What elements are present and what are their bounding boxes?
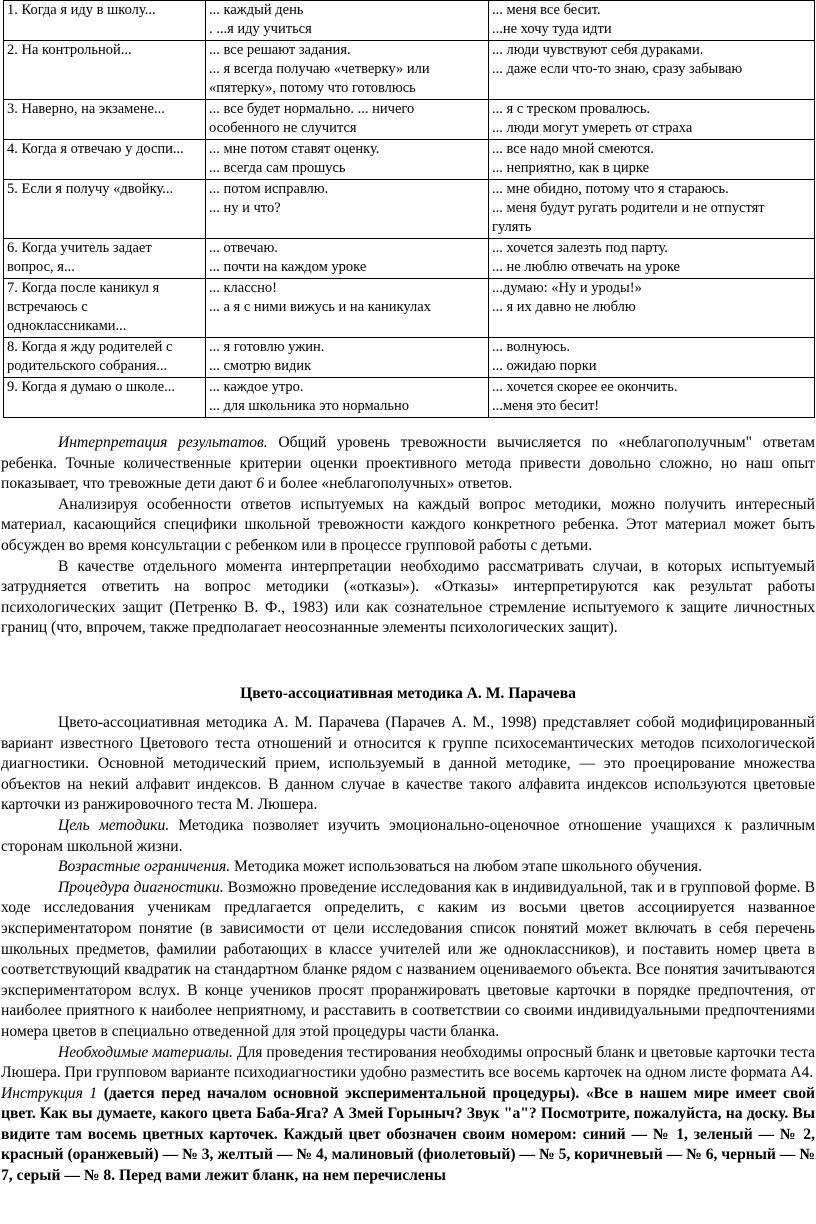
table-row	[4, 1, 815, 41]
calm-answer-cell	[206, 180, 489, 239]
cell-line: ... ну и что?	[209, 200, 281, 216]
cell-line: 2. На контрольной...	[7, 42, 132, 58]
cell-line: ... все надо мной смеются.	[492, 141, 654, 157]
interpretation-paragraph-3: В качестве отдельного момента интерпретации необходимо рассматривать случаи, в которых испытуемый затрудняется ответить на вопрос методики («отказы»). «Отказы» интерпретируются как результат работы психологических защит (Петренко В. Ф., 1983) или как сознательное стремление испытуемого к защите личностных границ (что, впрочем, также предполагает неосознанные элементы психологических защит).	[1, 557, 815, 637]
stem-cell	[4, 338, 206, 378]
calm-answer-cell	[206, 239, 489, 279]
cell-line: ... я с треском провалюсь.	[492, 101, 651, 117]
section-heading: Цвето-ассоциативная методика А. М. Парачева	[240, 685, 576, 702]
stem-cell	[4, 378, 206, 418]
instruction-label: Инструкция 1	[1, 1084, 98, 1102]
method-materials	[1, 1043, 815, 1084]
calm-answer-cell	[206, 100, 489, 140]
cell-line: вопрос, я...	[7, 259, 75, 275]
cell-line: одноклассниками...	[7, 318, 127, 334]
cell-line: родительского собрания...	[7, 358, 168, 374]
cell-line: ... почти на каждом уроке	[209, 259, 367, 275]
cell-line: ... люди могут умереть от страха	[492, 120, 693, 136]
cell-line: ... хочется залезть под парту.	[492, 240, 668, 256]
cell-line: ... ожидаю порки	[492, 358, 597, 374]
anxious-answer-cell	[489, 100, 815, 140]
cell-line: ... всегда сам прошусь	[209, 160, 346, 176]
calm-answer-cell	[206, 41, 489, 100]
materials-text: Для проведения тестирования необходимы опросный бланк и цветовые карточки теста Люшера. При групповом варианте психодиагностики удобно разместить все восемь карточек на одном листе формата А4.	[1, 1043, 816, 1082]
cell-line: ... мне потом ставят оценку.	[209, 141, 380, 157]
anxious-answer-cell	[489, 1, 815, 41]
cell-line: 5. Если я получу «двойку...	[7, 181, 174, 197]
cell-line: ... люди чувствуют себя дураками.	[492, 42, 704, 58]
cell-line: встречаюсь с	[7, 299, 88, 315]
method-goal	[1, 816, 815, 857]
stem-cell	[4, 140, 206, 180]
interpretation-paragraph-2: Анализируя особенности ответов испытуемых на каждый вопрос методики, можно получить интересный материал, касающийся специфики школьной тревожности каждого конкретного ребенка. Этот материал может быть обсужден во время консультации с ребенком или в процессе групповой работы с детьми.	[1, 495, 815, 554]
stem-cell	[4, 1, 206, 41]
cell-line: 4. Когда я отвечаю у доспи...	[7, 141, 184, 157]
cell-line: ... потом исправлю.	[209, 181, 329, 197]
stem-cell	[4, 180, 206, 239]
stem-cell	[4, 279, 206, 338]
table-row	[4, 378, 815, 418]
goal-text: Методика позволяет изучить эмоционально-оценочное отношение учащихся к различным сторонам школьной жизни.	[1, 816, 815, 855]
table-row	[4, 279, 815, 338]
procedure-text: Возможно проведение исследования как в индивидуальной, так и в групповой форме. В ходе исследования ученикам предлагается определить, с каким из восьми цветов ассоциируется названное экспериментатором понятие (в зависимости от цели исследования список понятий может включать в себя перечень школьных предметов, фамилии работающих в классе учителей или же одноклассников), и поставить номер цвета в соответствующий квадратик на стандартном бланке рядом с названием оцениваемого объекта. Все понятия зачитываются экспериментатором вслух. В конце учеников просят проранжировать цветовые карточки в порядке предпочтения, от наиболее приятного к наиболее неприятному, и расставить в соответствии со своими индивидуальными предпочтениями номера цветов в специально отведенной для этой процедуры части бланка.	[1, 878, 815, 1040]
cell-line: ... а я с ними вижусь и на каникулах	[209, 299, 431, 315]
anxious-answer-cell	[489, 279, 815, 338]
cell-line: . ...я иду учиться	[209, 21, 312, 37]
table-row	[4, 180, 815, 239]
stem-cell	[4, 100, 206, 140]
method-intro: Цвето-ассоциативная методика А. М. Парачева (Парачев А. М., 1998) представляет собой модифицированный вариант известного Цветового теста отношений и относится к группе психосемантических методов психологической диагностики. Основной методический прием, используемый в данной методике, — это проецирование множества объектов на некий алфавит индексов. В данном случае в качестве такого алфавита индексов используются цветовые карточки из ранжировочного теста М. Люшера.	[1, 714, 815, 814]
cell-line: ... не люблю отвечать на уроке	[492, 259, 680, 275]
age-text: Методика может использоваться на любом этапе школьного обучения.	[230, 858, 703, 876]
cell-line: ... каждое утро.	[209, 379, 304, 395]
cell-line: ... классно!	[209, 280, 277, 296]
goal-label: Цель методики.	[58, 816, 170, 834]
cell-line: ... я всегда получаю «четверку» или	[209, 61, 430, 77]
cell-line: ...меня это бесит!	[492, 398, 600, 414]
cell-line: 6. Когда учитель задает	[7, 240, 152, 256]
interpretation-tail: и более «неблагополучных» ответов.	[264, 475, 513, 493]
calm-answer-cell	[206, 140, 489, 180]
calm-answer-cell	[206, 1, 489, 41]
anxious-answer-cell	[489, 41, 815, 100]
method-instruction	[1, 1084, 815, 1187]
anxiety-threshold: 6	[256, 475, 265, 493]
cell-line: ...думаю: «Ну и уроды!»	[492, 280, 642, 296]
cell-line: ... меня все бесит.	[492, 2, 601, 18]
anxious-answer-cell	[489, 338, 815, 378]
anxious-answer-cell	[489, 378, 815, 418]
cell-line: «пятерку», потому что готовлюсь	[209, 80, 416, 96]
cell-line: ... меня будут ругать родители и не отпустят	[492, 200, 765, 216]
cell-line: ... каждый день	[209, 2, 304, 18]
anxious-answer-cell	[489, 180, 815, 239]
cell-line: ... даже если что-то знаю, сразу забываю	[492, 61, 743, 77]
cell-line: особенного не случится	[209, 120, 357, 136]
responses-table	[3, 0, 815, 418]
interpretation-text: Общий уровень тревожности вычисляется по «неблагополучным" ответам ребенка. Точные количественные критерии оценки проективного метода привести довольно сложно, но наш опыт показывает, что тревожные дети дают	[1, 434, 816, 493]
cell-line: 1. Когда я иду в школу...	[7, 2, 156, 18]
cell-line: ...не хочу туда идти	[492, 21, 612, 37]
cell-line: ... я их давно не люблю	[492, 299, 636, 315]
instruction-text: (дается перед началом основной экспериментальной процедуры). «Все в нашем мире имеет свой цвет. Как вы думаете, какого цвета Баба-Яга? А Змей Горыныч? Звук "а"? Посмотрите, пожалуйста, на доску. Вы видите там восемь цветных карточек. Каждый цвет обозначен своим номером: синий — № 1, зеленый — № 2, красный (оранжевый) — № 3, желтый — № 4, малиновый (фиолетовый) — № 5, коричневый — № 6, черный — № 7, серый — № 8. Перед вами лежит бланк, на нем перечислены	[1, 1084, 815, 1185]
table-row	[4, 338, 815, 378]
cell-line: ... неприятно, как в цирке	[492, 160, 650, 176]
cell-line: 3. Наверно, на экзамене...	[7, 101, 165, 117]
table-row	[4, 140, 815, 180]
method-section	[1, 713, 815, 1187]
cell-line: ... я готовлю ужин.	[209, 339, 325, 355]
cell-line: гулять	[492, 219, 532, 235]
cell-line: ... хочется скорее ее окончить.	[492, 379, 678, 395]
cell-line: ... мне обидно, потому что я стараюсь.	[492, 181, 729, 197]
responses-table-body	[4, 1, 815, 418]
table-row	[4, 41, 815, 100]
table-row	[4, 239, 815, 279]
procedure-label: Процедура диагностики.	[58, 878, 224, 896]
cell-line: ... все решают задания.	[209, 42, 351, 58]
age-label: Возрастные ограничения.	[58, 858, 231, 876]
materials-label: Необходимые материалы.	[58, 1043, 233, 1061]
interpretation-section	[1, 433, 815, 639]
interpretation-paragraph-1	[1, 433, 815, 495]
cell-line: ... все будет нормально. ... ничего	[209, 101, 415, 117]
cell-line: 9. Когда я думаю о школе...	[7, 379, 176, 395]
method-procedure	[1, 878, 815, 1043]
anxious-answer-cell	[489, 140, 815, 180]
calm-answer-cell	[206, 338, 489, 378]
table-row	[4, 100, 815, 140]
interpretation-label: Интерпретация результатов.	[58, 434, 268, 451]
cell-line: 7. Когда после каникул я	[7, 280, 160, 296]
cell-line: ... волнуюсь.	[492, 339, 571, 355]
stem-cell	[4, 239, 206, 279]
calm-answer-cell	[206, 378, 489, 418]
cell-line: ... отвечаю.	[209, 240, 278, 256]
anxious-answer-cell	[489, 239, 815, 279]
cell-line: ... для школьника это нормально	[209, 398, 409, 414]
calm-answer-cell	[206, 279, 489, 338]
cell-line: ... смотрю видик	[209, 358, 312, 374]
cell-line: 8. Когда я жду родителей с	[7, 339, 173, 355]
stem-cell	[4, 41, 206, 100]
method-age	[1, 857, 815, 878]
